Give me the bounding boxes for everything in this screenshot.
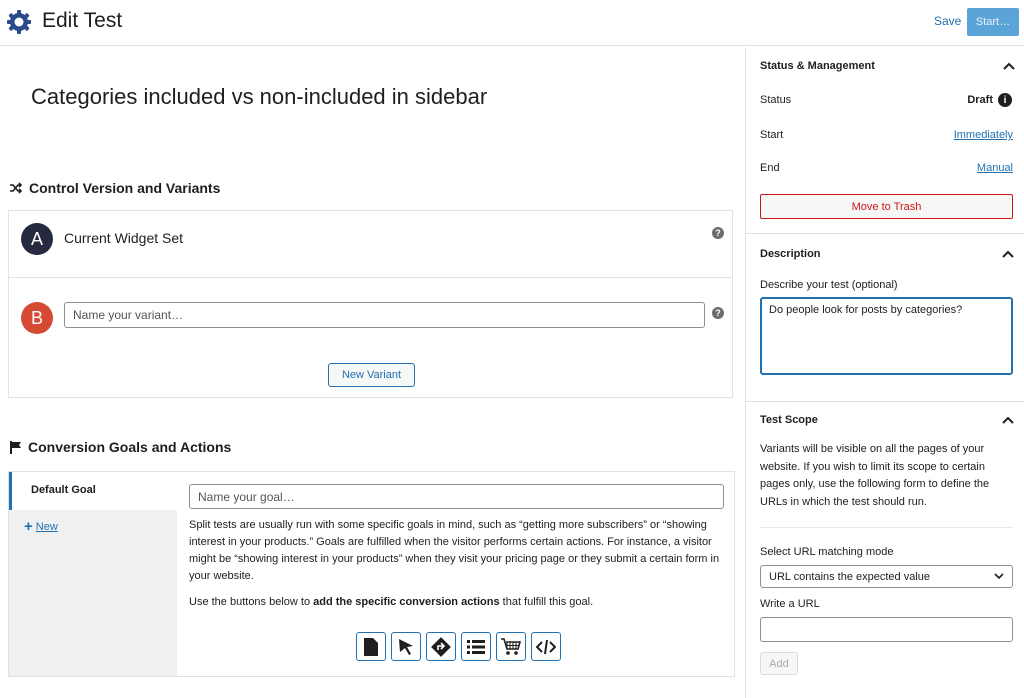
help-icon[interactable]: ?	[712, 227, 724, 239]
end-value-link[interactable]: Manual	[976, 162, 1013, 174]
description-panel-heading[interactable]: Description	[760, 248, 821, 260]
new-goal-link[interactable]	[24, 518, 58, 535]
help-icon[interactable]: ?	[712, 307, 724, 319]
goals-sidebar	[9, 472, 177, 676]
add-url-button[interactable]: Add	[760, 652, 798, 675]
variant-a-badge: A	[21, 223, 53, 255]
test-title[interactable]: Categories included vs non-included in sidebar	[31, 84, 488, 109]
scope-panel-heading[interactable]: Test Scope	[760, 414, 818, 426]
variants-box	[8, 210, 733, 398]
url-mode-value: URL contains the expected value	[769, 570, 931, 583]
chevron-down-icon	[994, 573, 1004, 580]
start-value-link[interactable]: Immediately	[953, 129, 1013, 141]
variant-b-badge: B	[21, 302, 53, 334]
save-button[interactable]: Save	[934, 14, 962, 28]
description-textarea[interactable]: Do people look for posts by categories?	[760, 297, 1013, 375]
code-action-button[interactable]	[531, 632, 561, 661]
description-field-label: Describe your test (optional)	[760, 279, 898, 291]
directions-icon	[431, 637, 451, 657]
scope-divider	[760, 527, 1013, 528]
new-goal-label: New	[35, 521, 58, 533]
action-buttons	[356, 632, 561, 661]
goals-heading-text: Conversion Goals and Actions	[28, 439, 232, 455]
url-mode-label: Select URL matching mode	[760, 546, 894, 558]
page-action-button[interactable]	[356, 632, 386, 661]
info-icon[interactable]: i	[998, 93, 1012, 107]
start-label: Start	[760, 129, 784, 141]
list-action-button[interactable]	[461, 632, 491, 661]
variant-name-input[interactable]	[64, 302, 705, 328]
scope-description: Variants will be visible on all the pages of your website. If you wish to limit its scope to certain pages only, use the following form to define the URLs in which the test should run.	[760, 443, 990, 508]
click-action-button[interactable]	[391, 632, 421, 661]
variant-a-row	[9, 211, 732, 278]
cart-action-button[interactable]	[496, 632, 526, 661]
default-goal-label: Default Goal	[31, 484, 96, 496]
url-input[interactable]	[760, 617, 1013, 642]
shuffle-icon	[10, 182, 23, 194]
main-content	[0, 47, 745, 698]
status-panel	[746, 47, 1024, 234]
status-panel-heading[interactable]: Status & Management	[760, 60, 875, 72]
settings-sidebar	[745, 47, 1024, 698]
url-label: Write a URL	[760, 598, 820, 610]
new-variant-button[interactable]: New Variant	[328, 363, 415, 387]
instructions-pre: Use the buttons below to	[189, 596, 314, 608]
status-label: Status	[760, 94, 792, 106]
top-bar	[0, 0, 1024, 46]
variants-heading	[10, 180, 220, 196]
panel-divider	[746, 401, 1024, 402]
goal-name-input[interactable]	[189, 484, 724, 509]
code-icon	[536, 639, 556, 655]
url-mode-select[interactable]	[760, 565, 1013, 588]
cursor-icon	[398, 638, 414, 656]
start-button[interactable]: Start…	[967, 8, 1019, 36]
goals-box	[8, 471, 735, 677]
cart-icon	[501, 638, 521, 656]
default-goal-tab[interactable]	[9, 472, 177, 510]
chevron-up-icon[interactable]	[1002, 415, 1014, 425]
list-icon	[467, 639, 485, 655]
status-value: Draft	[967, 94, 993, 106]
page-icon	[364, 638, 378, 656]
end-label: End	[760, 162, 780, 174]
chevron-up-icon[interactable]	[1003, 61, 1015, 71]
flag-icon	[10, 441, 22, 454]
instructions-post: that fulfill this goal.	[499, 596, 594, 608]
goals-heading	[10, 439, 231, 455]
goal-description: Split tests are usually run with some specific goals in mind, such as “getting more subscribers” or “showing interest in your products.” Goals are fulfilled when the visitor performs certain actions. For instance, a visitor might be “showing interest in your products” when they visit your pricing page or they submit a certain form in your website.	[189, 519, 720, 582]
page-title: Edit Test	[42, 9, 123, 32]
gear-logo-icon	[6, 9, 32, 35]
instructions-bold: add the specific conversion actions	[313, 596, 500, 608]
goal-instructions	[189, 596, 724, 608]
move-to-trash-button[interactable]: Move to Trash	[760, 194, 1013, 219]
variant-a-label: Current Widget Set	[64, 230, 184, 246]
plus-icon: +	[24, 518, 33, 535]
directions-action-button[interactable]	[426, 632, 456, 661]
variants-heading-text: Control Version and Variants	[29, 180, 221, 196]
chevron-up-icon[interactable]	[1002, 249, 1014, 259]
